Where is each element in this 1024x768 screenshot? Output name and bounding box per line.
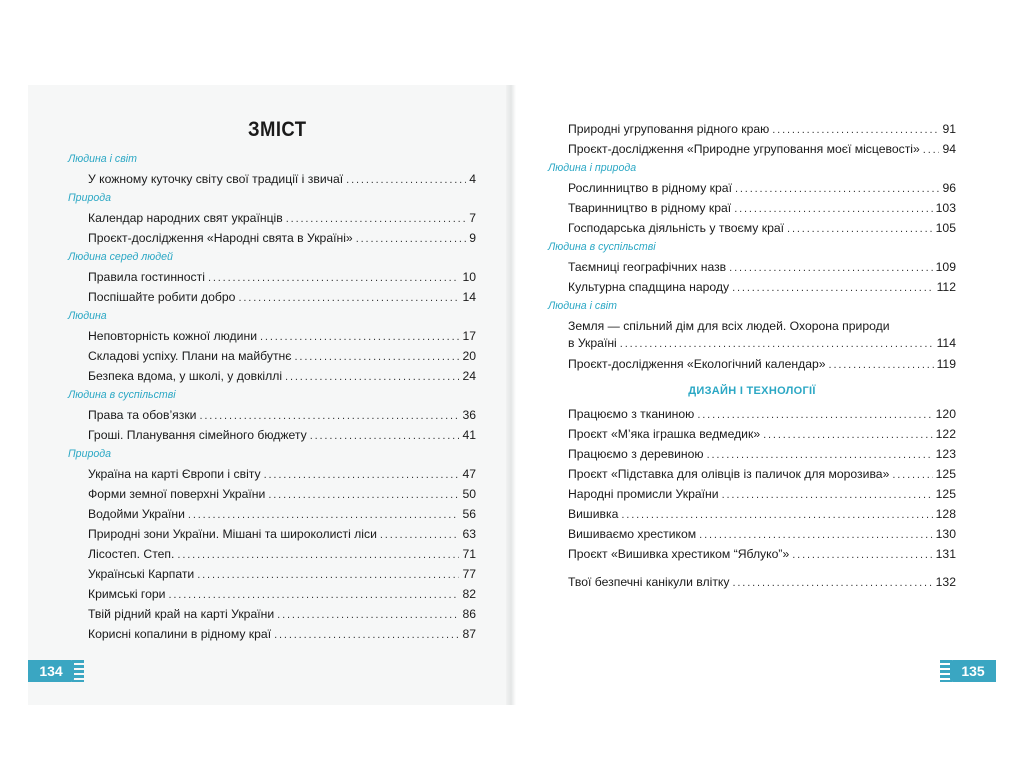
toc-section-label: Людина і світ <box>68 153 137 165</box>
page-number-right: 135 <box>950 660 996 682</box>
toc-entry-title: Україна на карті Європи і світу <box>88 467 261 481</box>
toc-entry-title: Проєкт-дослідження «Екологічний календар» <box>568 357 826 371</box>
toc-left-column <box>68 150 476 644</box>
toc-entry[interactable] <box>68 208 476 228</box>
toc-entry-title: Гроші. Планування сімейного бюджету <box>88 428 307 442</box>
toc-entry-page: 47 <box>462 467 476 481</box>
toc-leader-dots <box>732 573 932 593</box>
toc-leader-dots <box>274 625 459 645</box>
toc-leader-dots <box>197 565 459 585</box>
toc-entry-page: 50 <box>462 487 476 501</box>
toc-entry-title: Правила гостинності <box>88 270 205 284</box>
toc-chapter-heading: ДИЗАЙН І ТЕХНОЛОГІЇ <box>688 385 816 397</box>
toc-entry[interactable] <box>548 139 956 159</box>
toc-leader-dots <box>792 545 932 565</box>
toc-leader-dots <box>295 347 460 367</box>
toc-entry-title: Вишиваємо хрестиком <box>568 527 697 541</box>
toc-entry[interactable] <box>68 604 476 624</box>
toc-entry-page: 87 <box>462 627 476 641</box>
toc-entry[interactable] <box>68 524 476 544</box>
toc-entry-title: Неповторність кожної людини <box>88 329 257 343</box>
toc-section-label: Природа <box>68 192 111 204</box>
toc-entry-page: 56 <box>462 507 476 521</box>
toc-entry[interactable] <box>548 257 956 277</box>
toc-entry-title: Складові успіху. Плани на майбутнє <box>88 349 292 363</box>
toc-entry[interactable] <box>548 544 956 564</box>
toc-entry-title: Права та обов’язки <box>88 408 197 422</box>
toc-entry-page: 94 <box>942 142 956 156</box>
toc-leader-dots <box>729 258 932 278</box>
toc-entry-title: Земля — спільний дім для всіх людей. Охорона природи <box>568 319 890 333</box>
page-number-left: 134 <box>28 660 74 682</box>
toc-leader-dots <box>356 229 467 249</box>
toc-leader-dots <box>286 209 466 229</box>
toc-entry[interactable] <box>548 524 956 544</box>
toc-entry[interactable] <box>548 119 956 139</box>
toc-entry[interactable] <box>548 444 956 464</box>
toc-entry[interactable] <box>548 404 956 424</box>
toc-entry-page: 91 <box>942 122 956 136</box>
toc-entry-title: Рослинництво в рідному краї <box>568 181 732 195</box>
toc-entry-page: 125 <box>935 487 956 501</box>
toc-entry-title: Водойми України <box>88 507 185 521</box>
toc-leader-dots <box>188 505 460 525</box>
toc-entry[interactable] <box>68 228 476 248</box>
toc-leader-dots <box>763 425 933 445</box>
toc-leader-dots <box>829 355 934 375</box>
toc-section-label: Людина і світ <box>548 300 617 312</box>
toc-entry-title: Тваринництво в рідному краї <box>568 201 732 215</box>
toc-entry-title-continued: в Україні <box>568 336 617 350</box>
toc-section-label: Людина в суспільстві <box>548 241 656 253</box>
toc-entry[interactable] <box>68 267 476 287</box>
toc-entry-page: 24 <box>462 369 476 383</box>
toc-entry-line2 <box>568 335 956 353</box>
toc-entry-page: 14 <box>462 290 476 304</box>
toc-entry-title: Твої безпечні канікули влітку <box>568 575 730 589</box>
toc-entry-page: 119 <box>936 357 956 371</box>
toc-entry-page: 131 <box>935 547 956 561</box>
toc-entry[interactable] <box>548 354 956 374</box>
toc-entry-title: Календар народних свят українців <box>88 211 283 225</box>
toc-entry-title: Культурна спадщина народу <box>568 280 730 294</box>
toc-leader-dots <box>208 268 460 288</box>
toc-leader-dots <box>697 405 932 425</box>
toc-entry[interactable] <box>548 218 956 238</box>
toc-leader-dots <box>707 445 933 465</box>
toc-entry-page: 20 <box>462 349 476 363</box>
toc-entry[interactable] <box>548 316 956 354</box>
toc-entry[interactable] <box>68 464 476 484</box>
toc-leader-dots <box>264 465 460 485</box>
toc-entry-page: 9 <box>469 231 476 245</box>
toc-entry[interactable] <box>68 504 476 524</box>
toc-leader-dots <box>699 525 932 545</box>
toc-entry[interactable] <box>548 572 956 592</box>
toc-section-label: Людина і природа <box>548 162 637 174</box>
toc-right-column <box>548 119 956 592</box>
toc-entry-title: Вишивка <box>568 507 619 521</box>
toc-entry[interactable] <box>548 277 956 297</box>
toc-leader-dots <box>346 170 466 190</box>
toc-leader-dots <box>310 426 460 446</box>
toc-entry-page: 36 <box>462 408 476 422</box>
toc-leader-dots <box>285 367 459 387</box>
toc-entry[interactable] <box>548 504 956 524</box>
toc-entry-page: 86 <box>462 607 476 621</box>
book-spine <box>506 85 516 705</box>
toc-leader-dots <box>260 327 459 347</box>
toc-leader-dots <box>168 585 459 605</box>
toc-leader-dots <box>787 219 933 239</box>
toc-entry-page: 105 <box>935 221 956 235</box>
toc-entry-title: Природні угруповання рідного краю <box>568 122 770 136</box>
toc-entry-title: Проєкт-дослідження «Природне угруповання моєї місцевості» <box>568 142 920 156</box>
toc-entry-title: Працюємо з тканиною <box>568 407 695 421</box>
toc-entry-page: 4 <box>469 172 476 186</box>
toc-leader-dots <box>732 278 933 298</box>
toc-entry[interactable] <box>548 198 956 218</box>
toc-leader-dots <box>722 485 933 505</box>
toc-leader-dots <box>734 199 932 219</box>
toc-entry[interactable] <box>548 424 956 444</box>
toc-entry-page: 82 <box>462 587 476 601</box>
toc-entry[interactable] <box>68 425 476 445</box>
toc-entry-page: 132 <box>935 575 956 589</box>
toc-leader-dots <box>621 505 932 525</box>
toc-leader-dots <box>620 336 934 353</box>
toc-entry-page: 120 <box>935 407 956 421</box>
toc-entry-title: Проєкт «Вишивка хрестиком “Яблуко”» <box>568 547 790 561</box>
toc-leader-dots <box>923 140 940 160</box>
toc-entry-title: Проєкт-дослідження «Народні свята в Україні» <box>88 231 353 245</box>
toc-entry-page: 96 <box>942 181 956 195</box>
toc-entry-page: 77 <box>462 567 476 581</box>
toc-entry-title: Українські Карпати <box>88 567 195 581</box>
toc-entry[interactable] <box>68 287 476 307</box>
toc-leader-dots <box>199 406 459 426</box>
toc-entry-page: 122 <box>935 427 956 441</box>
toc-section-label: Людина серед людей <box>68 251 173 263</box>
toc-entry[interactable] <box>68 544 476 564</box>
toc-entry[interactable] <box>548 178 956 198</box>
toc-entry-title: Безпека вдома, у школі, у довкіллі <box>88 369 283 383</box>
toc-entry-title: Кримські гори <box>88 587 166 601</box>
toc-leader-dots <box>177 545 459 565</box>
toc-entry[interactable] <box>68 624 476 644</box>
toc-entry[interactable] <box>68 405 476 425</box>
toc-entry-title: Проєкт «М’яка іграшка ведмедик» <box>568 427 761 441</box>
toc-section-label: Людина <box>68 310 107 322</box>
toc-entry-title: Форми земної поверхні України <box>88 487 266 501</box>
toc-entry[interactable] <box>68 484 476 504</box>
toc-section-label: Природа <box>68 448 111 460</box>
toc-entry-page: 63 <box>462 527 476 541</box>
toc-entry-page: 130 <box>935 527 956 541</box>
toc-entry[interactable] <box>68 366 476 386</box>
page-title: ЗМІСТ <box>248 118 307 141</box>
toc-entry[interactable] <box>68 584 476 604</box>
toc-leader-dots <box>380 525 460 545</box>
toc-entry[interactable] <box>548 484 956 504</box>
toc-spacer <box>548 564 956 572</box>
toc-leader-dots <box>892 465 932 485</box>
toc-entry[interactable] <box>68 326 476 346</box>
toc-entry-page: 109 <box>935 260 956 274</box>
toc-entry[interactable] <box>68 346 476 366</box>
toc-entry-page: 71 <box>462 547 476 561</box>
toc-entry-title: Твій рідний край на карті України <box>88 607 275 621</box>
toc-entry-page: 112 <box>936 280 956 294</box>
toc-leader-dots <box>238 288 459 308</box>
toc-entry-title: Проєкт «Підставка для олівців із паличок для морозива» <box>568 467 890 481</box>
toc-entry-title: Працюємо з деревиною <box>568 447 704 461</box>
toc-section-label: Людина в суспільстві <box>68 389 176 401</box>
toc-entry[interactable] <box>68 564 476 584</box>
toc-entry-page: 41 <box>462 428 476 442</box>
toc-entry-page: 114 <box>936 336 956 350</box>
toc-entry[interactable] <box>548 464 956 484</box>
toc-leader-dots <box>268 485 459 505</box>
toc-entry-title: Господарська діяльність у твоєму краї <box>568 221 785 235</box>
toc-entry-title: Природні зони України. Мішані та широколисті ліси <box>88 527 377 541</box>
toc-entry-title: Лісостеп. Степ. <box>88 547 175 561</box>
toc-entry-page: 10 <box>462 270 476 284</box>
toc-entry-title: Поспішайте робити добро <box>88 290 236 304</box>
toc-entry-page: 103 <box>935 201 956 215</box>
toc-leader-dots <box>277 605 459 625</box>
toc-entry-title: Корисні копалини в рідному краї <box>88 627 272 641</box>
toc-leader-dots <box>772 120 939 140</box>
toc-entry-page: 7 <box>469 211 476 225</box>
toc-entry-page: 123 <box>935 447 956 461</box>
toc-entry-title: Народні промисли України <box>568 487 719 501</box>
toc-entry[interactable] <box>68 169 476 189</box>
toc-entry-title: Таємниці географічних назв <box>568 260 727 274</box>
toc-entry-page: 125 <box>935 467 956 481</box>
toc-entry-page: 17 <box>462 329 476 343</box>
toc-entry-page: 128 <box>935 507 956 521</box>
toc-leader-dots <box>735 179 939 199</box>
toc-entry-title: У кожному куточку світу свої традиції і звичаї <box>88 172 344 186</box>
